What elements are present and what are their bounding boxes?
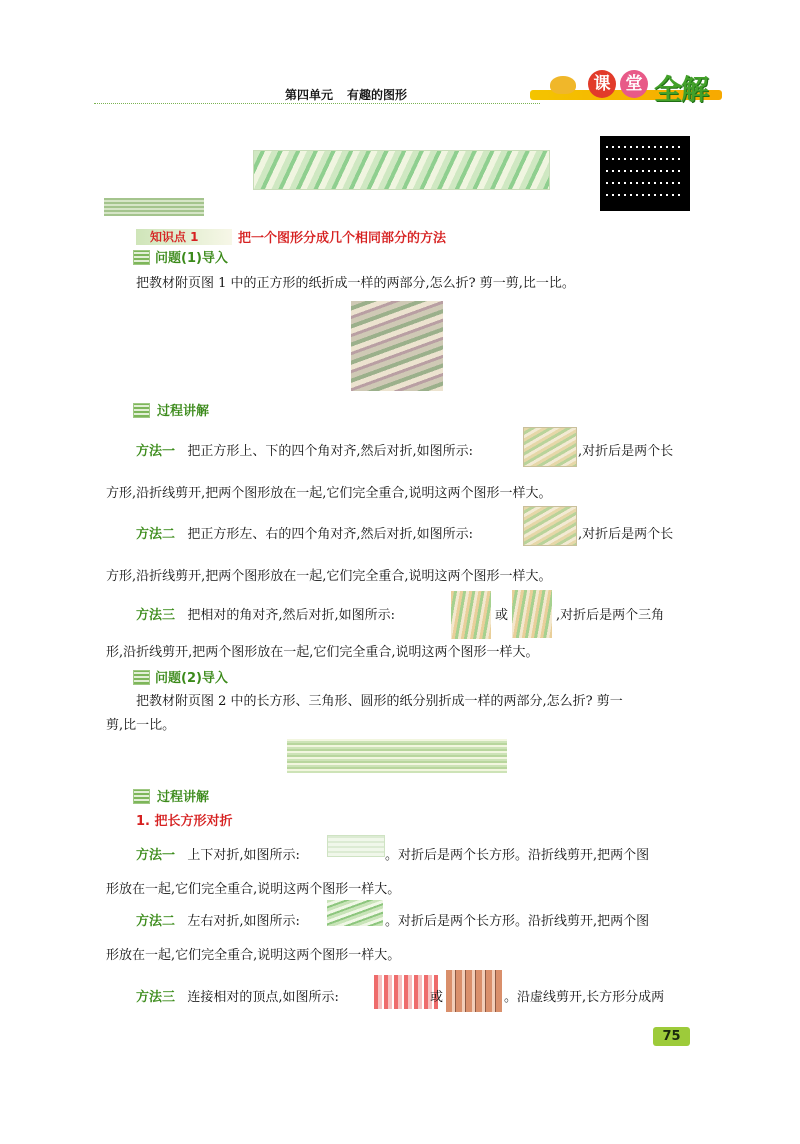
m3-line1 [136, 606, 395, 626]
fold-figure-3a [451, 591, 491, 639]
brand-char-1: 课 [588, 70, 616, 98]
process1-title: 过程讲解 [157, 404, 210, 419]
rect-diagonal-figure-1 [374, 975, 438, 1009]
brand-char-3: 全解 [654, 73, 709, 106]
process-icon-2 [133, 789, 150, 804]
m2-text-a: 把正方形左、右的四个角对齐,然后对折,如图所示: [187, 527, 474, 542]
q1-text: 把教材附页图 1 中的正方形的纸折成一样的两部分,怎么折? 剪一剪,比一比。 [136, 276, 575, 291]
r1-text-c: 形放在一起,它们完全重合,说明这两个图形一样大。 [106, 882, 401, 897]
r2-text-a: 左右对折,如图所示: [187, 914, 300, 929]
knowledge-tag: 知识点 1 [150, 230, 199, 244]
rect-fold-figure-1 [327, 835, 385, 857]
r1-line1 [136, 846, 300, 866]
m2-text-b: ,对折后是两个长 [578, 527, 674, 542]
r3-text-a: 连接相对的顶点,如图所示: [187, 990, 339, 1005]
qr-code-image [600, 136, 690, 211]
r2-text-c: 形放在一起,它们完全重合,说明这两个图形一样大。 [106, 948, 401, 963]
brand-logo [530, 70, 722, 108]
banner-image [253, 150, 550, 190]
process-icon [133, 403, 150, 418]
bear-icon [550, 76, 576, 94]
r3-label: 方法三 [136, 990, 176, 1005]
r2-text-b: 。对折后是两个长方形。沿折线剪开,把两个图 [385, 914, 650, 929]
q2-title: 问题(2)导入 [155, 671, 228, 686]
topic-label: 有趣的图形 [347, 88, 408, 102]
question-icon [133, 250, 150, 265]
page-number: 75 [653, 1027, 690, 1046]
fold-figure-2 [523, 506, 577, 546]
knowledge-title: 把一个图形分成几个相同部分的方法 [238, 231, 447, 246]
section-banner-image [104, 198, 204, 216]
shapes-paper-image [287, 739, 507, 773]
m1-line1 [136, 442, 473, 462]
r2-line1 [136, 912, 300, 932]
m3-text-b: ,对折后是两个三角 [556, 608, 665, 623]
fold-figure-3b [512, 590, 552, 638]
m2-text-c: 方形,沿折线剪开,把两个图形放在一起,它们完全重合,说明这两个图形一样大。 [106, 569, 552, 584]
q1-title: 问题(1)导入 [155, 251, 228, 266]
q2-text1: 把教材附页图 2 中的长方形、三角形、圆形的纸分别折成一样的两部分,怎么折? 剪一 [136, 694, 623, 709]
r3-or: 或 [430, 990, 444, 1005]
r1-text-a: 上下对折,如图所示: [187, 848, 300, 863]
unit-label: 第四单元 [285, 88, 334, 102]
process2-title: 过程讲解 [157, 790, 210, 805]
fold-figure-1 [523, 427, 577, 467]
m2-label: 方法二 [136, 527, 176, 542]
m1-label: 方法一 [136, 444, 176, 459]
header-divider [94, 103, 540, 104]
m3-text-c: 形,沿折线剪开,把两个图形放在一起,它们完全重合,说明这两个图形一样大。 [106, 645, 539, 660]
m1-text-a: 把正方形上、下的四个角对齐,然后对折,如图所示: [187, 444, 474, 459]
process2-subtitle: 1. 把长方形对折 [136, 814, 233, 829]
m2-line1 [136, 525, 473, 545]
r1-text-b: 。对折后是两个长方形。沿折线剪开,把两个图 [385, 848, 650, 863]
m1-text-b: ,对折后是两个长 [578, 444, 674, 459]
m1-text-c: 方形,沿折线剪开,把两个图形放在一起,它们完全重合,说明这两个图形一样大。 [106, 486, 552, 501]
brand-char-2: 堂 [620, 70, 648, 98]
question-icon-2 [133, 670, 150, 685]
r3-line1 [136, 988, 339, 1008]
m3-text-a: 把相对的角对齐,然后对折,如图所示: [187, 608, 396, 623]
r2-label: 方法二 [136, 914, 176, 929]
m3-or: 或 [495, 608, 509, 623]
rect-fold-figure-2 [327, 900, 383, 926]
r3-text-b: 。沿虚线剪开,长方形分成两 [504, 990, 665, 1005]
m3-label: 方法三 [136, 608, 176, 623]
rect-diagonal-figure-2 [446, 970, 502, 1012]
square-paper-image [351, 301, 443, 391]
q2-text2: 剪,比一比。 [106, 718, 176, 733]
running-header [285, 86, 421, 103]
r1-label: 方法一 [136, 848, 176, 863]
